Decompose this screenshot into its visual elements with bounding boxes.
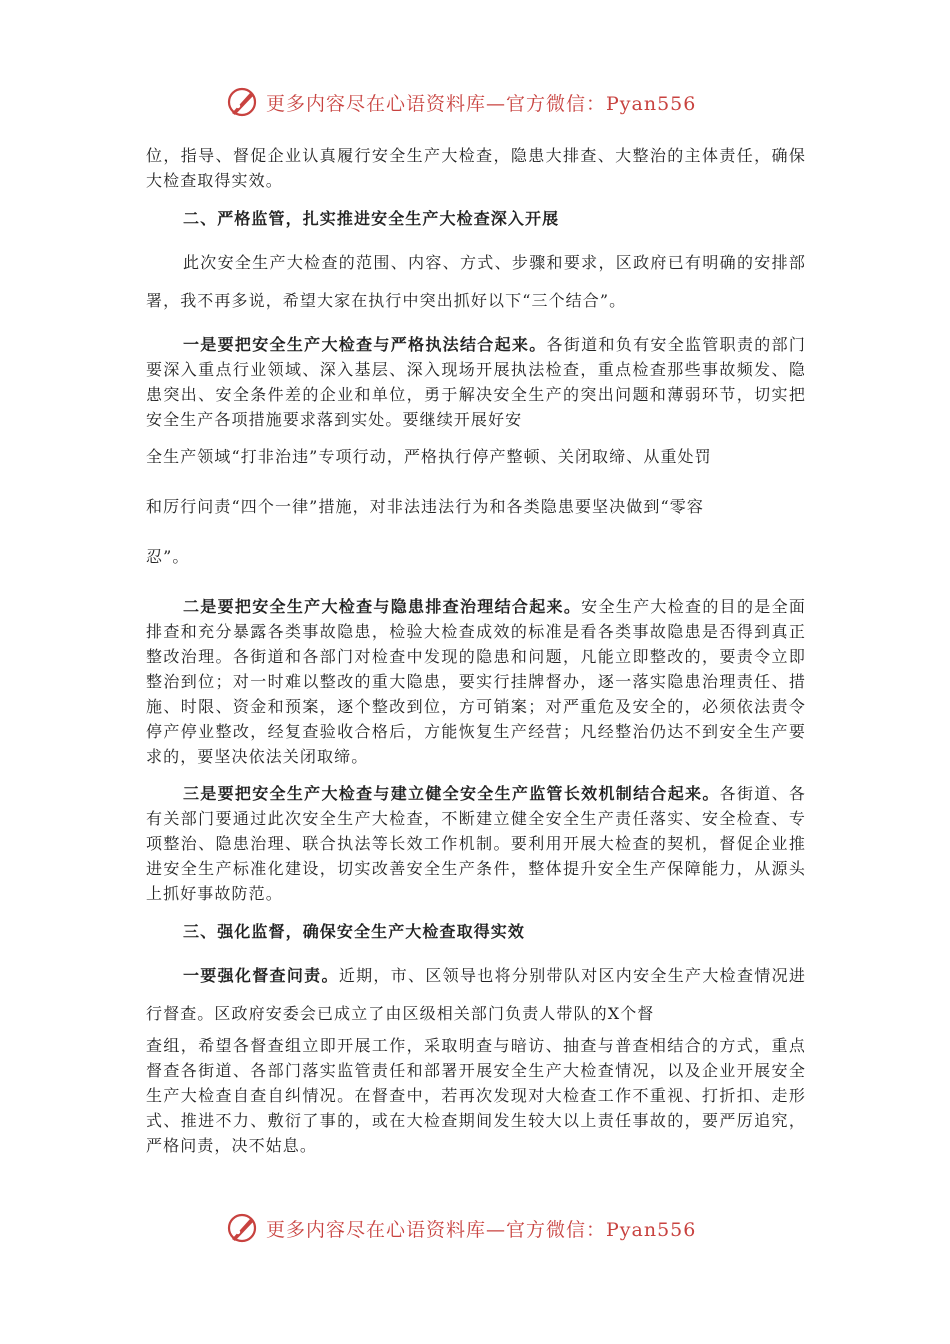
paragraph-point-3 xyxy=(146,781,806,906)
point-2-text: 安全生产大检查的目的是全面排查和充分暴露各类事故隐患，检验大检查成效的标准是看各类事故隐患是否得到真正整改治理。各街道和各部门对检查中发现的隐患和问题，凡能立即整改的，要责令立即整治到位；对一时难以整改的重大隐患，要实行挂牌督办，逐一落实隐患治理责任、措施、时限、资金和预案，逐个整改到位，方可销案；对严重危及安全的，必须依法责令停产停业整改，经复查验收合格后，方能恢复生产经营；凡经整治仍达不到安全生产要求的，要坚决依法关闭取缔。 xyxy=(146,597,806,766)
section-heading-2: 二、严格监管，扎实推进安全生产大检查深入开展 xyxy=(183,209,560,228)
pen-circle-logo-icon xyxy=(226,86,258,118)
footer-banner xyxy=(226,1210,746,1246)
supervision-text: 近期，市、区领导也将分别带队对区内安全生产大检查情况进行督查。区政府安委会已成立了由区级相关部门负责人带队的X个督 xyxy=(146,966,807,1023)
point-1-lead: 一是要把安全生产大检查与严格执法结合起来。 xyxy=(183,335,547,354)
paragraph-intro: 此次安全生产大检查的范围、内容、方式、步骤和要求，区政府已有明确的安排部署，我不再多说，希望大家在执行中突出抓好以下“三个结合”。 xyxy=(146,253,806,310)
point-3-lead: 三是要把安全生产大检查与建立健全安全生产监管长效机制结合起来。 xyxy=(183,784,720,803)
paragraph-supervision xyxy=(146,957,806,1033)
paragraph-continuation: 位，指导、督促企业认真履行安全生产大检查，隐患大排查、大整治的主体责任，确保大检查取得实效。 xyxy=(146,146,806,190)
header-banner-text: 更多内容尽在心语资料库—官方微信：Pyan556 xyxy=(266,92,697,115)
point-1-line-d: 忍”。 xyxy=(146,547,190,566)
supervision-continuation: 查组，希望各督查组立即开展工作，采取明查与暗访、抽查与普查相结合的方式，重点督查各街道、各部门落实监管责任和部署开展安全生产大检查情况，以及企业开展安全生产大检查自查自纠情况。在督查中，若再次发现对大检查工作不重视、打折扣、走形式、推进不力、敷衍了事的，或在大检查期间发生较大以上责任事故的，要严厉追究，严格问责，决不姑息。 xyxy=(146,1036,806,1155)
point-1-line-c: 和厉行问责“四个一律”措施，对非法违法行为和各类隐患要坚决做到“零容 xyxy=(146,497,704,516)
point-3-text: 各街道、各有关部门要通过此次安全生产大检查，不断建立健全安全生产责任落实、安全检查、专项整治、隐患治理、联合执法等长效工作机制。要利用开展大检查的契机，督促企业推进安全生产标准化建设，切实改善安全生产条件，整体提升安全生产保障能力，从源头上抓好事故防范。 xyxy=(146,784,806,903)
supervision-lead: 一要强化督查问责。 xyxy=(183,966,339,985)
pen-circle-logo-icon xyxy=(226,1212,258,1244)
paragraph-point-1 xyxy=(146,332,806,432)
paragraph-point-2 xyxy=(146,594,806,769)
header-banner xyxy=(226,84,746,120)
point-2-lead: 二是要把安全生产大检查与隐患排查治理结合起来。 xyxy=(183,597,582,616)
point-1-text: 各街道和负有安全监管职责的部门要深入重点行业领域、深入基层、深入现场开展执法检查，重点检查那些事故频发、隐患突出、安全条件差的企业和单位，勇于解决安全生产的突出问题和薄弱环节，切实把安全生产各项措施要求落到实处。要继续开展好安 xyxy=(146,335,806,429)
section-heading-3: 三、强化监督，确保安全生产大检查取得实效 xyxy=(183,922,526,941)
document-body xyxy=(146,143,806,1158)
point-1-line-b: 全生产领域“打非治违”专项行动，严格执行停产整顿、关闭取缔、从重处罚 xyxy=(146,447,712,466)
footer-banner-text: 更多内容尽在心语资料库—官方微信：Pyan556 xyxy=(266,1218,697,1241)
